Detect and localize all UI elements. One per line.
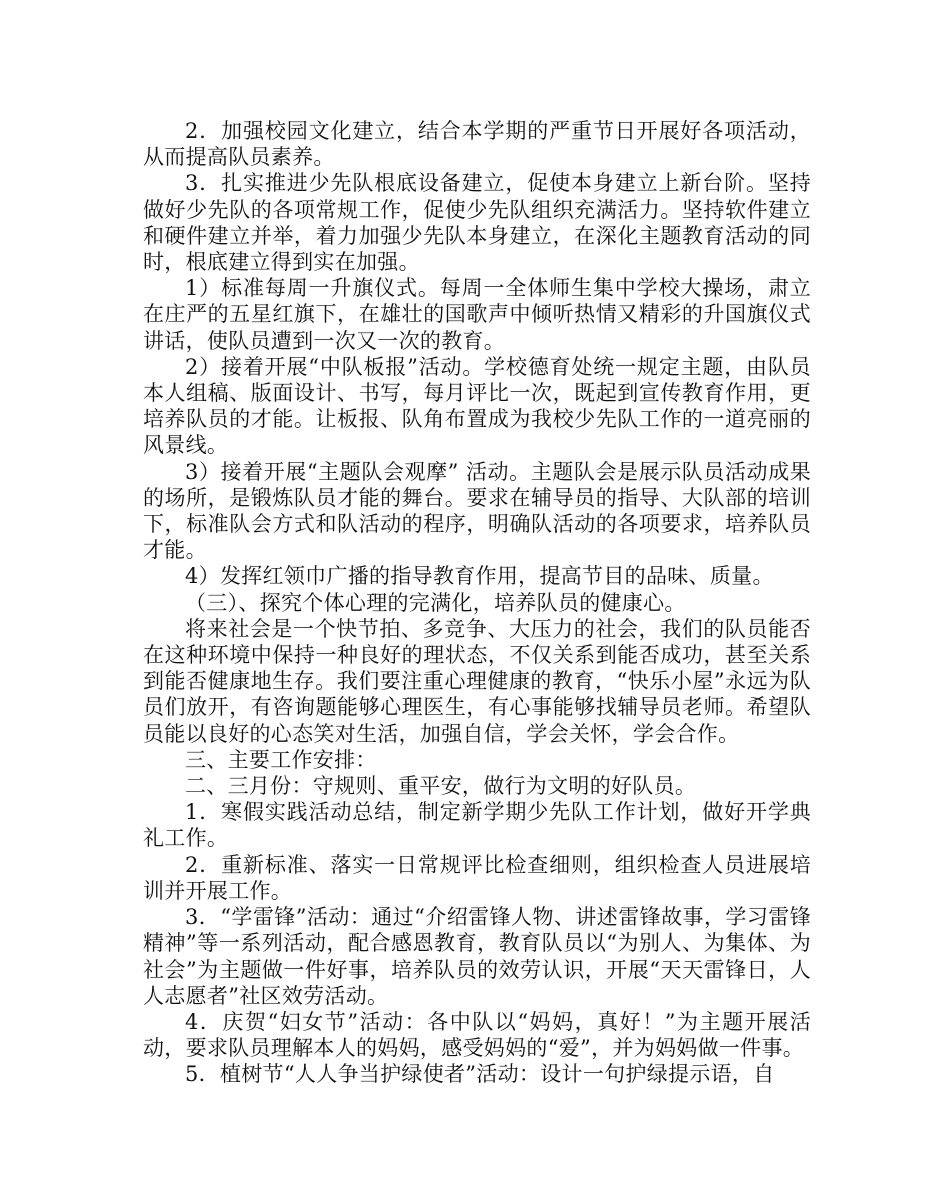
paragraph-item-1: 1．寒假实践活动总结，制定新学期少先队工作计划，做好开学典礼工作。 [143,800,811,851]
paragraph-feb-march: 二、三月份：守规则、重平安，做行为文明的好队员。 [185,774,697,799]
paragraph-theme-meeting: 3）接着开展“主题队会观摩” 活动。主题队会是展示队员活动成果的场所，是锻炼队员才能的舞台。要求在辅导员的指导、大队部的培训下，标准队会方式和队活动的程序，明确队活动的各项要求，培养队员才能。 [143,459,811,563]
paragraph-psychology: 将来社会是一个快节拍、多竞争、大压力的社会，我们的队员能否在这种环境中保持一种良好的理状态，不仅关系到能否成功，甚至关系到能否健康地生存。我们要注重心理健康的教育，“快乐小屋”永远为队员们放开，有咨询题能够心理医生，有心事能够找辅导员老师。希望队员能以良好的心态笑对生活，加强自信，学会关怀，学会合作。 [143,616,811,746]
paragraph-culture: 2．加强校园文化建立，结合本学期的严重节日开展好各项活动，从而提高队员素养。 [143,119,811,170]
paragraph-radio: 4）发挥红领巾广播的指导教育作用，提高节目的品味、质量。 [185,564,774,589]
paragraph-infrastructure: 3．扎实推进少先队根底设备建立，促使本身建立上新台阶。坚持做好少先队的各项常规工作，促使少先队组织充满活力。坚持软件建立和硬件建立并举，着力加强少先队本身建立，在深化主题教育活动的同时，根底建立得到实在加强。 [143,171,811,275]
paragraph-item-5: 5．植树节“人人争当护绿使者”活动：设计一句护绿提示语，自 [185,1062,775,1087]
document-body [143,118,811,1088]
section-heading-work-plan: 三、主要工作安排： [185,747,377,772]
paragraph-flag-ceremony: 1）标准每周一升旗仪式。每周一全体师生集中学校大操场，肃立在庄严的五星红旗下，在雄壮的国歌声中倾听热情又精彩的升国旗仪式讲话，使队员遭到一次又一次的教育。 [143,276,811,353]
paragraph-blackboard: 2）接着开展“中队板报”活动。学校德育处统一规定主题，由队员本人组稿、版面设计、书写，每月评比一次，既起到宣传教育作用，更培养队员的才能。让板报、队角布置成为我校少先队工作的一道亮丽的风景线。 [143,354,811,458]
paragraph-item-3: 3．“学雷锋”活动：通过“介绍雷锋人物、讲述雷锋故事，学习雷锋精神”等一系列活动，配合感恩教育，教育队员以“为别人、为集体、为社会”为主题做一件好事，培养队员的效劳认识，开展“天天雷锋日，人人志愿者”社区效劳活动。 [143,905,811,1008]
paragraph-item-4: 4．庆贺“妇女节”活动：各中队以“妈妈，真好！”为主题开展活动，要求队员理解本人的妈妈，感受妈妈的“爱”，并为妈妈做一件事。 [143,1009,811,1061]
paragraph-psychology-heading: （三）、探究个体心理的完满化，培养队员的健康心。 [185,590,686,615]
paragraph-item-2: 2．重新标准、落实一日常规评比检查细则，组织检查人员进展培训并开展工作。 [143,852,811,903]
